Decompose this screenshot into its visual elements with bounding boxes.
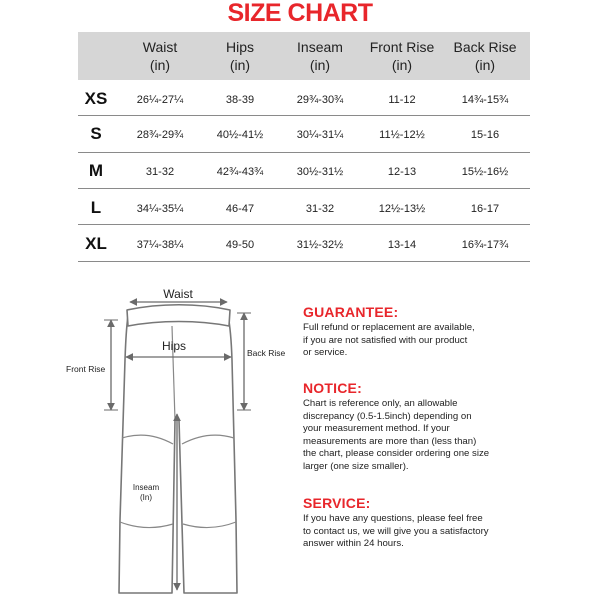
table-header (78, 32, 530, 80)
front-rise-label: Front Rise (66, 364, 106, 374)
table-cell: 38-39 (225, 94, 255, 106)
table-cell: 30¼-31¼ (296, 129, 344, 141)
table-cell: 12-13 (387, 166, 417, 178)
table-cell: 29¾-30¾ (296, 94, 344, 106)
table-cell: 15-16 (470, 129, 500, 141)
inseam-label: Inseam (132, 483, 160, 492)
table-cell: 16¾-17¾ (461, 239, 509, 251)
table-cell: 34¼-35¼ (136, 203, 184, 215)
table-cell: 28¾-29¾ (136, 129, 184, 141)
row-divider (78, 188, 530, 189)
table-cell: 31½-32½ (296, 239, 344, 251)
table-cell: 13-14 (387, 239, 417, 251)
row-divider (78, 261, 530, 262)
size-label: XS (84, 89, 108, 108)
header-hips: Hips (in) (225, 39, 254, 73)
table-cell: 12½-13½ (378, 203, 426, 215)
service-text: If you have any questions, please feel free to contact us, we will give you a satisfactory answer within 24 hours. (303, 513, 489, 550)
header-inseam: Inseam (in) (297, 39, 343, 73)
size-label: S (90, 124, 102, 143)
table-cell: 14¾-15¾ (461, 94, 509, 106)
table-cell: 31-32 (145, 166, 175, 178)
table-cell: 26¼-27¼ (136, 94, 184, 106)
table-cell: 49-50 (225, 239, 255, 251)
guarantee-text: Full refund or replacement are available, if you are not satisfied with our product or service. (303, 322, 475, 359)
notice-text: Chart is reference only, an allowable discrepancy (0.5-1.5inch) depending on your measurement method. If your measurements are more than (less than) the chart, please consider ordering one size larger (one size smaller). (303, 398, 490, 472)
table-cell: 42¾-43¾ (216, 166, 264, 178)
inseam-unit-label: (In) (140, 493, 152, 502)
table-cell: 46-47 (225, 203, 255, 215)
table-cell: 37¼-38¼ (136, 239, 184, 251)
header-back-rise: Back Rise (in) (453, 39, 517, 73)
back-rise-label: Back Rise (247, 348, 286, 358)
table-cell: 16-17 (470, 203, 500, 215)
guarantee-title: GUARANTEE: (303, 304, 399, 320)
page-title: SIZE CHART (227, 0, 373, 27)
row-divider (78, 115, 530, 116)
size-label: XL (85, 234, 107, 253)
table-cell: 11-12 (388, 94, 416, 106)
size-label: L (90, 198, 102, 217)
header-front-rise: Front Rise (in) (369, 39, 435, 73)
service-title: SERVICE: (303, 495, 371, 511)
pants-diagram (60, 283, 290, 600)
table-cell: 30½-31½ (296, 166, 344, 178)
hips-label: Hips (161, 339, 187, 353)
table-cell: 11½-12½ (379, 129, 425, 141)
table-cell: 40½-41½ (216, 129, 264, 141)
table-cell: 31-32 (305, 203, 335, 215)
header-waist: Waist (in) (142, 39, 178, 73)
waist-label: Waist (163, 287, 193, 301)
table-cell: 15½-16½ (461, 166, 509, 178)
size-label: M (88, 161, 104, 180)
notice-title: NOTICE: (303, 380, 362, 396)
row-divider (78, 224, 530, 225)
row-divider (78, 152, 530, 153)
